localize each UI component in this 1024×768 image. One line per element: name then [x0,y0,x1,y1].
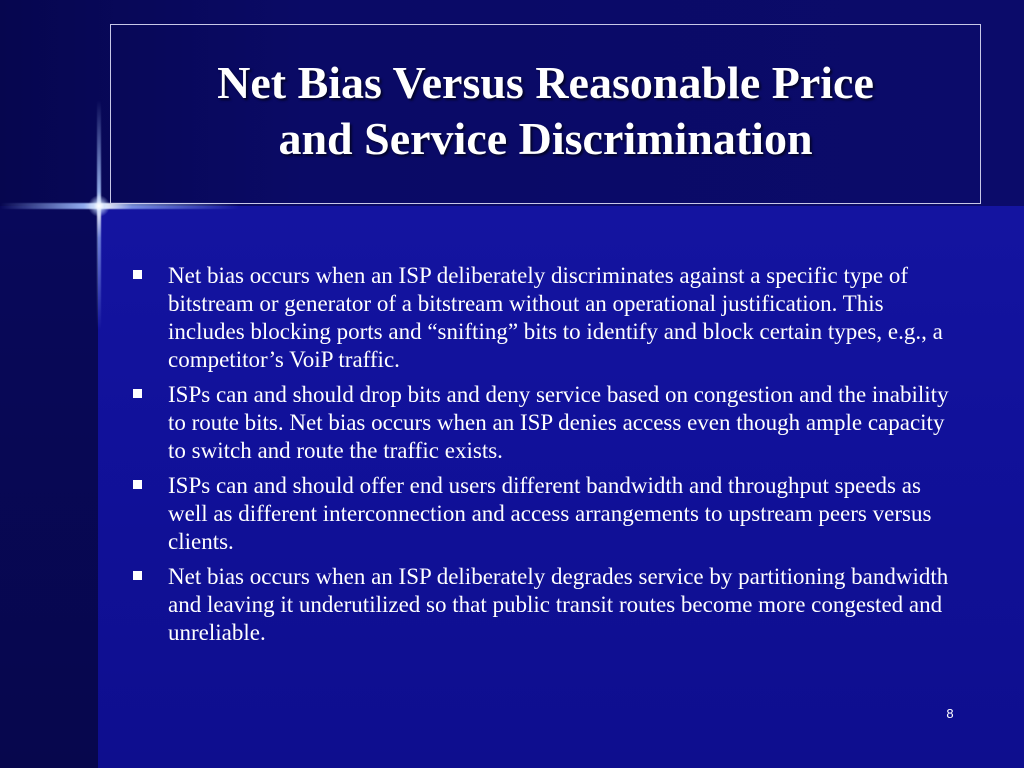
bullet-text: Net bias occurs when an ISP deliberately discriminates against a specific type of bitstream or generator of a bitstream without an operational justification. This includes blocking ports and “snifting” bits to identify and block certain types, e.g., a competitor’s VoiP traffic. [168,263,943,372]
bullet-text: ISPs can and should offer end users different bandwidth and throughput speeds as well as different interconnection and access arrangements to upstream peers versus clients. [168,473,932,554]
square-bullet-icon [133,571,142,580]
slide-title-line-2: and Service Discrimination [278,113,813,164]
left-panel-background [0,206,98,768]
page-number: 8 [946,706,954,721]
bullet-item [130,262,960,374]
title-frame [110,24,981,204]
bullet-list [130,262,960,654]
square-bullet-icon [133,389,142,398]
bullet-item [130,472,960,556]
bullet-text: Net bias occurs when an ISP deliberately degrades service by partitioning bandwidth and leaving it underutilized so that public transit routes become more congested and unreliable. [168,564,949,645]
slide-title-line-1: Net Bias Versus Reasonable Price [217,57,874,108]
bullet-item [130,381,960,465]
slide-title [217,55,874,167]
sparkle-icon [88,195,110,217]
bullet-text: ISPs can and should drop bits and deny service based on congestion and the inability to route bits. Net bias occurs when an ISP denies access even though ample capacity to switch and route the traffic exists. [168,382,949,463]
bullet-item [130,563,960,647]
square-bullet-icon [133,270,142,279]
square-bullet-icon [133,480,142,489]
